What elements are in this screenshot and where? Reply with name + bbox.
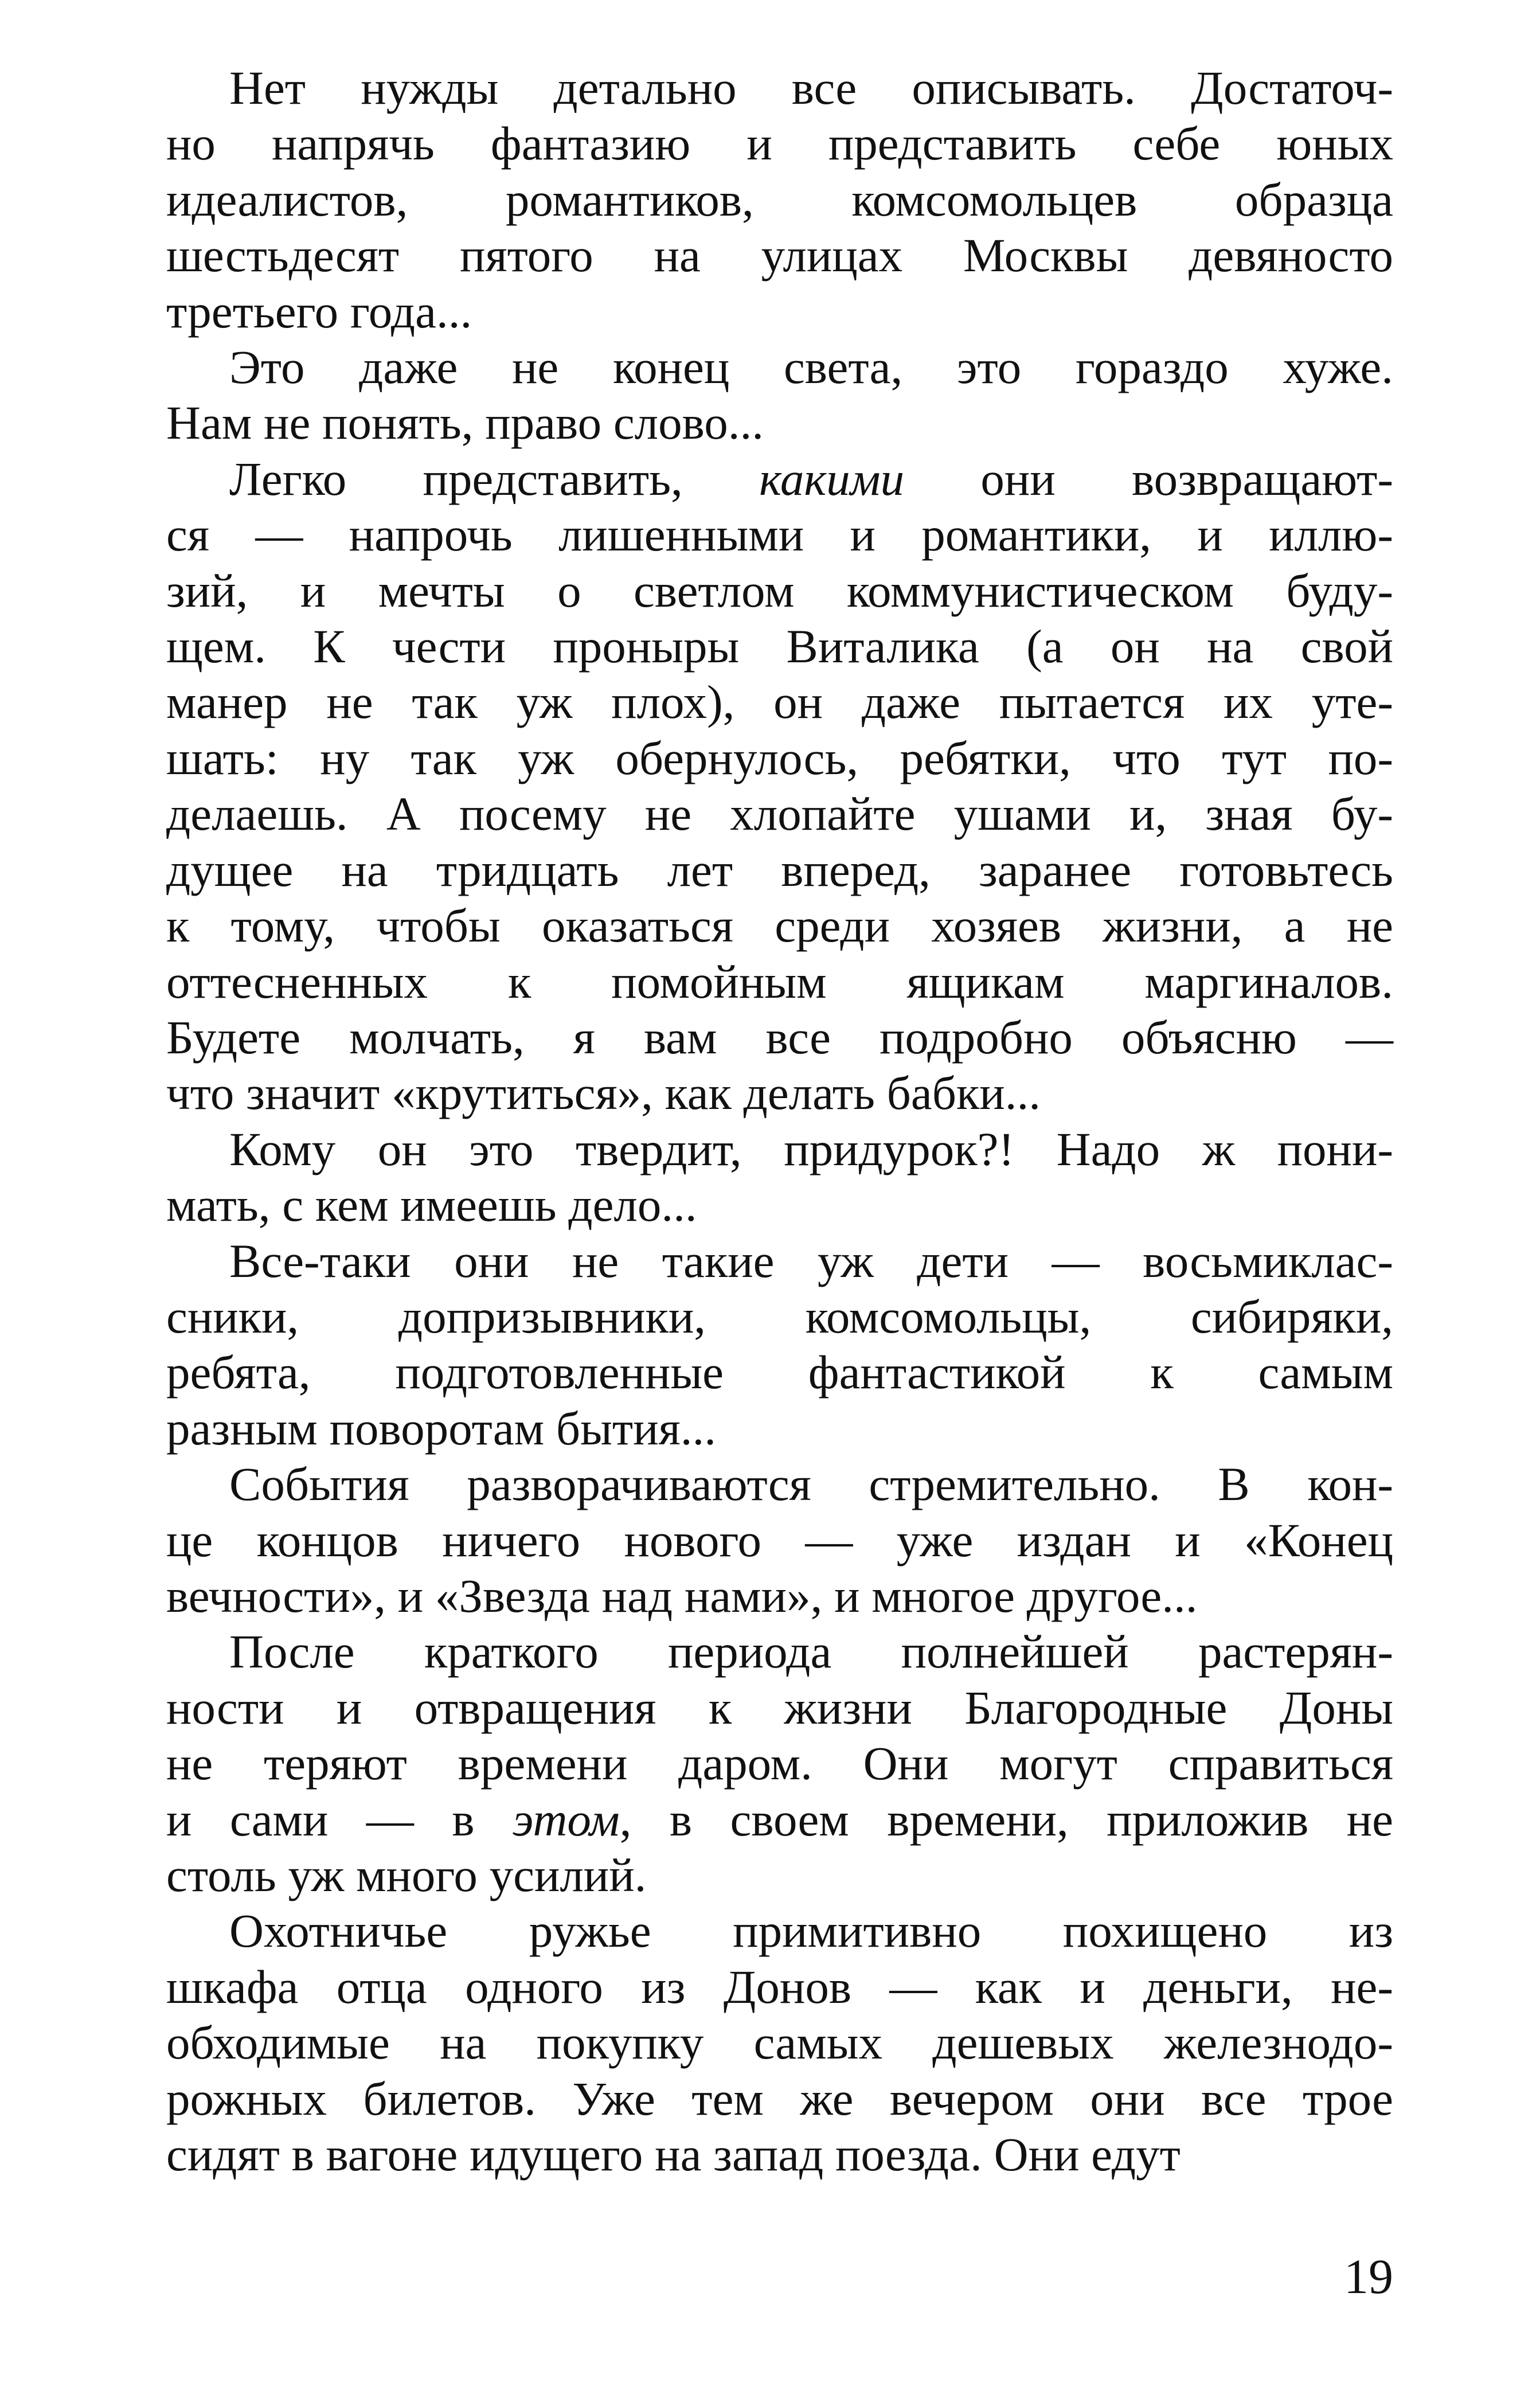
text-line — [166, 451, 1393, 507]
text-line — [166, 1568, 1393, 1624]
text-line — [166, 395, 1393, 451]
text-line — [166, 2015, 1393, 2071]
text-line — [166, 1177, 1393, 1233]
text-segment: к тому, чтобы оказаться среди хозяев жизни, а не — [166, 899, 1393, 952]
text-segment: щем. К чести проныры Виталика (а он на свой — [166, 620, 1393, 673]
text-line — [166, 1624, 1393, 1679]
text-segment: не теряют времени даром. Они могут справиться — [166, 1737, 1393, 1790]
text-segment: что значит «крутиться», как делать бабки... — [166, 1067, 1041, 1120]
text-line — [166, 1513, 1393, 1568]
text-segment: шать: ну так уж обернулось, ребятки, что тут по- — [166, 731, 1393, 784]
text-segment: сидят в вагоне идущего на запад поезда. Они едут — [166, 2128, 1181, 2181]
emphasis-word: какими — [759, 452, 905, 505]
text-segment: и сами — в — [166, 1792, 513, 1846]
text-line — [166, 116, 1393, 171]
text-segment: зий, и мечты о светлом коммунистическом буду- — [166, 564, 1393, 617]
text-line — [166, 507, 1393, 563]
text-segment: третьего года... — [166, 284, 472, 338]
text-line — [166, 1848, 1393, 1903]
page-number: 19 — [1344, 2249, 1393, 2304]
text-segment: После краткого периода полнейшей растерян- — [229, 1625, 1393, 1678]
text-line — [166, 284, 1393, 339]
emphasis-word: этом — [512, 1792, 620, 1846]
text-segment: они возвращают- — [904, 452, 1393, 505]
text-segment: обходимые на покупку самых дешевых железнодо- — [166, 2016, 1393, 2069]
text-segment: дущее на тридцать лет вперед, заранее готовьтесь — [166, 843, 1393, 896]
text-segment: Будете молчать, я вам все подробно объясню — — [166, 1010, 1393, 1064]
paragraph — [166, 451, 1393, 1122]
text-line — [166, 1680, 1393, 1736]
text-segment: ребята, подготовленные фантастикой к самым — [166, 1346, 1393, 1399]
text-segment: шкафа отца одного из Донов — как и деньги, не- — [166, 1960, 1393, 2013]
text-line — [166, 1959, 1393, 2015]
text-line — [166, 674, 1393, 730]
text-segment: Охотничье ружье примитивно похищено из — [229, 1904, 1393, 1958]
text-segment: вечности», и «Звезда над нами», и многое другое... — [166, 1569, 1198, 1622]
text-segment: Это даже не конец света, это гораздо хуже. — [229, 341, 1393, 394]
text-line — [166, 60, 1393, 116]
text-line — [166, 1903, 1393, 1959]
paragraph — [166, 1456, 1393, 1624]
text-line — [166, 2071, 1393, 2127]
text-line — [166, 786, 1393, 842]
text-segment: Нет нужды детально все описывать. Достаточ- — [229, 61, 1393, 114]
text-line — [166, 563, 1393, 619]
text-segment: Нам не понять, право слово... — [166, 396, 764, 450]
text-segment: разным поворотам бытия... — [166, 1401, 717, 1455]
text-line — [166, 1736, 1393, 1791]
text-segment: манер не так уж плох), он даже пытается их уте- — [166, 675, 1393, 729]
text-line — [166, 228, 1393, 283]
text-line — [166, 1233, 1393, 1289]
text-segment: це концов ничего нового — уже издан и «Конец — [166, 1513, 1393, 1567]
text-line — [166, 842, 1393, 898]
text-line — [166, 898, 1393, 954]
text-line — [166, 1401, 1393, 1456]
text-segment: Все-таки они не такие уж дети — восьмиклас- — [229, 1234, 1393, 1287]
text-line — [166, 1010, 1393, 1065]
text-line — [166, 1065, 1393, 1121]
text-segment: , в своем времени, приложив не — [619, 1792, 1393, 1846]
text-line — [166, 1289, 1393, 1345]
text-segment: ности и отвращения к жизни Благородные Доны — [166, 1681, 1393, 1734]
text-line — [166, 1345, 1393, 1400]
text-line — [166, 1456, 1393, 1512]
text-segment: Кому он это твердит, придурок?! Надо ж пони- — [229, 1122, 1393, 1175]
text-line — [166, 954, 1393, 1010]
book-page — [166, 60, 1393, 2354]
text-line — [166, 172, 1393, 228]
text-segment: ся — напрочь лишенными и романтики, и иллю- — [166, 508, 1393, 561]
text-segment: Легко представить, — [229, 452, 760, 505]
text-line — [166, 619, 1393, 674]
text-segment: идеалистов, романтиков, комсомольцев образца — [166, 173, 1393, 226]
text-segment: оттесненных к помойным ящикам маргиналов. — [166, 955, 1393, 1008]
text-segment: События разворачиваются стремительно. В кон- — [229, 1458, 1393, 1511]
text-segment: столь уж много усилий. — [166, 1849, 647, 1901]
paragraph — [166, 1122, 1393, 1233]
text-segment: рожных билетов. Уже тем же вечером они все трое — [166, 2072, 1393, 2125]
text-segment: шестьдесят пятого на улицах Москвы девяносто — [166, 229, 1393, 282]
paragraph — [166, 1624, 1393, 1903]
text-line — [166, 2127, 1393, 2182]
text-line — [166, 1792, 1393, 1848]
text-line — [166, 339, 1393, 395]
paragraph — [166, 1233, 1393, 1457]
paragraph — [166, 339, 1393, 451]
paragraph — [166, 1903, 1393, 2182]
text-line — [166, 1122, 1393, 1177]
body-text — [166, 60, 1393, 2182]
text-segment: делаешь. А посему не хлопайте ушами и, зная бу- — [166, 787, 1393, 841]
text-segment: мать, с кем имеешь дело... — [166, 1178, 697, 1232]
text-segment: сники, допризывники, комсомольцы, сибиряки, — [166, 1290, 1393, 1343]
paragraph — [166, 60, 1393, 339]
text-line — [166, 731, 1393, 786]
text-segment: но напрячь фантазию и представить себе юных — [166, 117, 1393, 170]
